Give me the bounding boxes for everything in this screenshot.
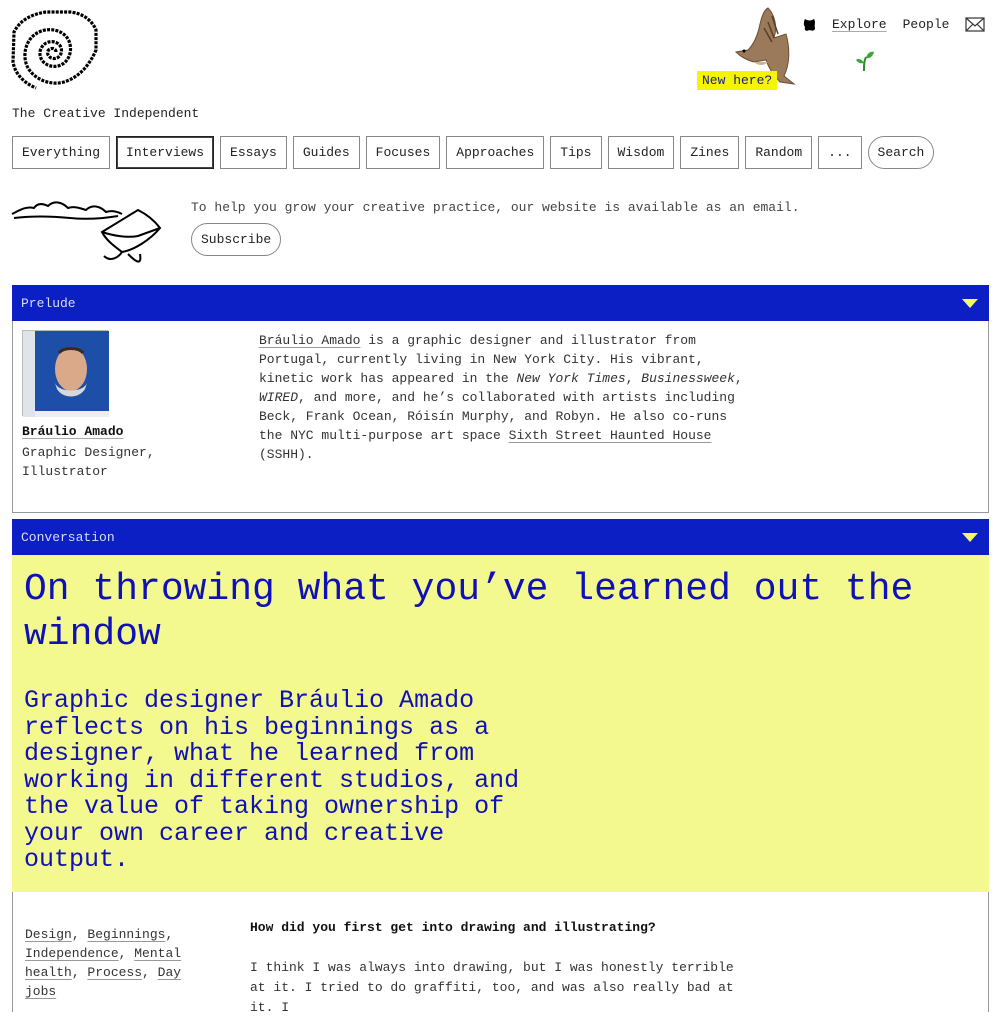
category-tab-interviews[interactable]: Interviews [116,136,214,169]
bio-text-part: , [625,371,642,386]
tag-link[interactable]: Independence [25,946,119,961]
category-tab-essays[interactable]: Essays [220,136,287,169]
bio-text-part: , [734,371,743,386]
article-headline: On throwing what you’ve learned out the window [24,568,914,656]
conversation-title: Conversation [21,530,115,545]
prelude-panel [12,321,989,513]
bio-text-part: is a graphic designer and illustrator from Portugal, currently living in New York City. His vibrant, kinetic work has appeared in the [259,333,704,386]
category-tab-more[interactable]: ... [818,136,861,169]
person-role: Graphic Designer, Illustrator [22,445,155,479]
envelope-doodle-icon [10,196,165,268]
category-tab-wisdom[interactable]: Wisdom [608,136,675,169]
tag-separator: , [71,965,88,980]
collapse-triangle-icon[interactable] [962,299,978,308]
site-name[interactable]: The Creative Independent [12,106,200,121]
conversation-intro-panel [12,555,989,892]
conversation-section-header[interactable] [12,519,989,556]
category-tab-tips[interactable]: Tips [550,136,601,169]
tag-link[interactable]: Day jobs [25,965,182,999]
category-nav [12,136,934,169]
interview-question: How did you first get into drawing and illustrating? [250,920,656,935]
sprout-icon[interactable] [855,50,875,72]
tag-separator: , [142,965,158,980]
explore-link[interactable]: Explore [832,17,887,32]
category-tab-guides[interactable]: Guides [293,136,360,169]
article-dek: Graphic designer Bráulio Amado reflects on his beginnings as a designer, what he learned from working in different studios, and the value of taking ownership of your own career and creative output. [24,686,520,874]
top-nav [803,17,985,32]
publication-name: Businessweek [641,371,735,386]
new-here-badge[interactable]: New here? [697,71,777,90]
tag-link[interactable]: Mental health [25,946,182,980]
tag-separator: , [165,927,174,942]
bio-text-part: , and more, and he’s collaborated with artists including Beck, Frank Ocean, Róisín Murphy, and Robyn. He also co-runs the NYC multi-purpose art space [259,390,735,443]
category-tab-search[interactable]: Search [868,136,935,169]
tag-link[interactable]: Beginnings [87,927,166,942]
tag-link[interactable]: Design [25,927,72,942]
publication-name: WIRED [259,390,299,405]
prelude-section-header[interactable] [12,285,989,322]
category-tab-approaches[interactable]: Approaches [446,136,544,169]
tag-list [25,925,190,1001]
mail-icon[interactable] [965,17,985,32]
space-link[interactable]: Sixth Street Haunted House [508,428,712,443]
bio-text-part: (SSHH). [259,447,314,462]
subscribe-button[interactable]: Subscribe [191,223,281,256]
tag-separator: , [71,927,88,942]
tag-separator: , [118,946,135,961]
bio-name-link[interactable]: Bráulio Amado [259,333,361,348]
publication-name: New York Times [516,371,626,386]
tag-link[interactable]: Process [87,965,143,980]
avatar[interactable] [22,330,108,416]
category-tab-random[interactable]: Random [745,136,812,169]
people-link[interactable]: People [902,17,950,32]
portrait-photo [23,331,109,417]
category-tab-everything[interactable]: Everything [12,136,110,169]
collapse-triangle-icon[interactable] [962,533,978,542]
category-tab-focuses[interactable]: Focuses [366,136,441,169]
email-promo-text: To help you grow your creative practice, our website is available as an email. [191,200,800,215]
blob-icon[interactable] [803,18,816,32]
spiral-logo-icon[interactable] [10,10,100,92]
prelude-title: Prelude [21,296,76,311]
article-body [12,892,989,1015]
category-tab-zines[interactable]: Zines [680,136,739,169]
interview-answer: I think I was always into drawing, but I was honestly terrible at it. I tried to do graffiti, too, and was also really bad at it. I [250,960,734,1015]
person-name[interactable]: Bráulio Amado [22,424,124,439]
bio-text [259,331,754,464]
